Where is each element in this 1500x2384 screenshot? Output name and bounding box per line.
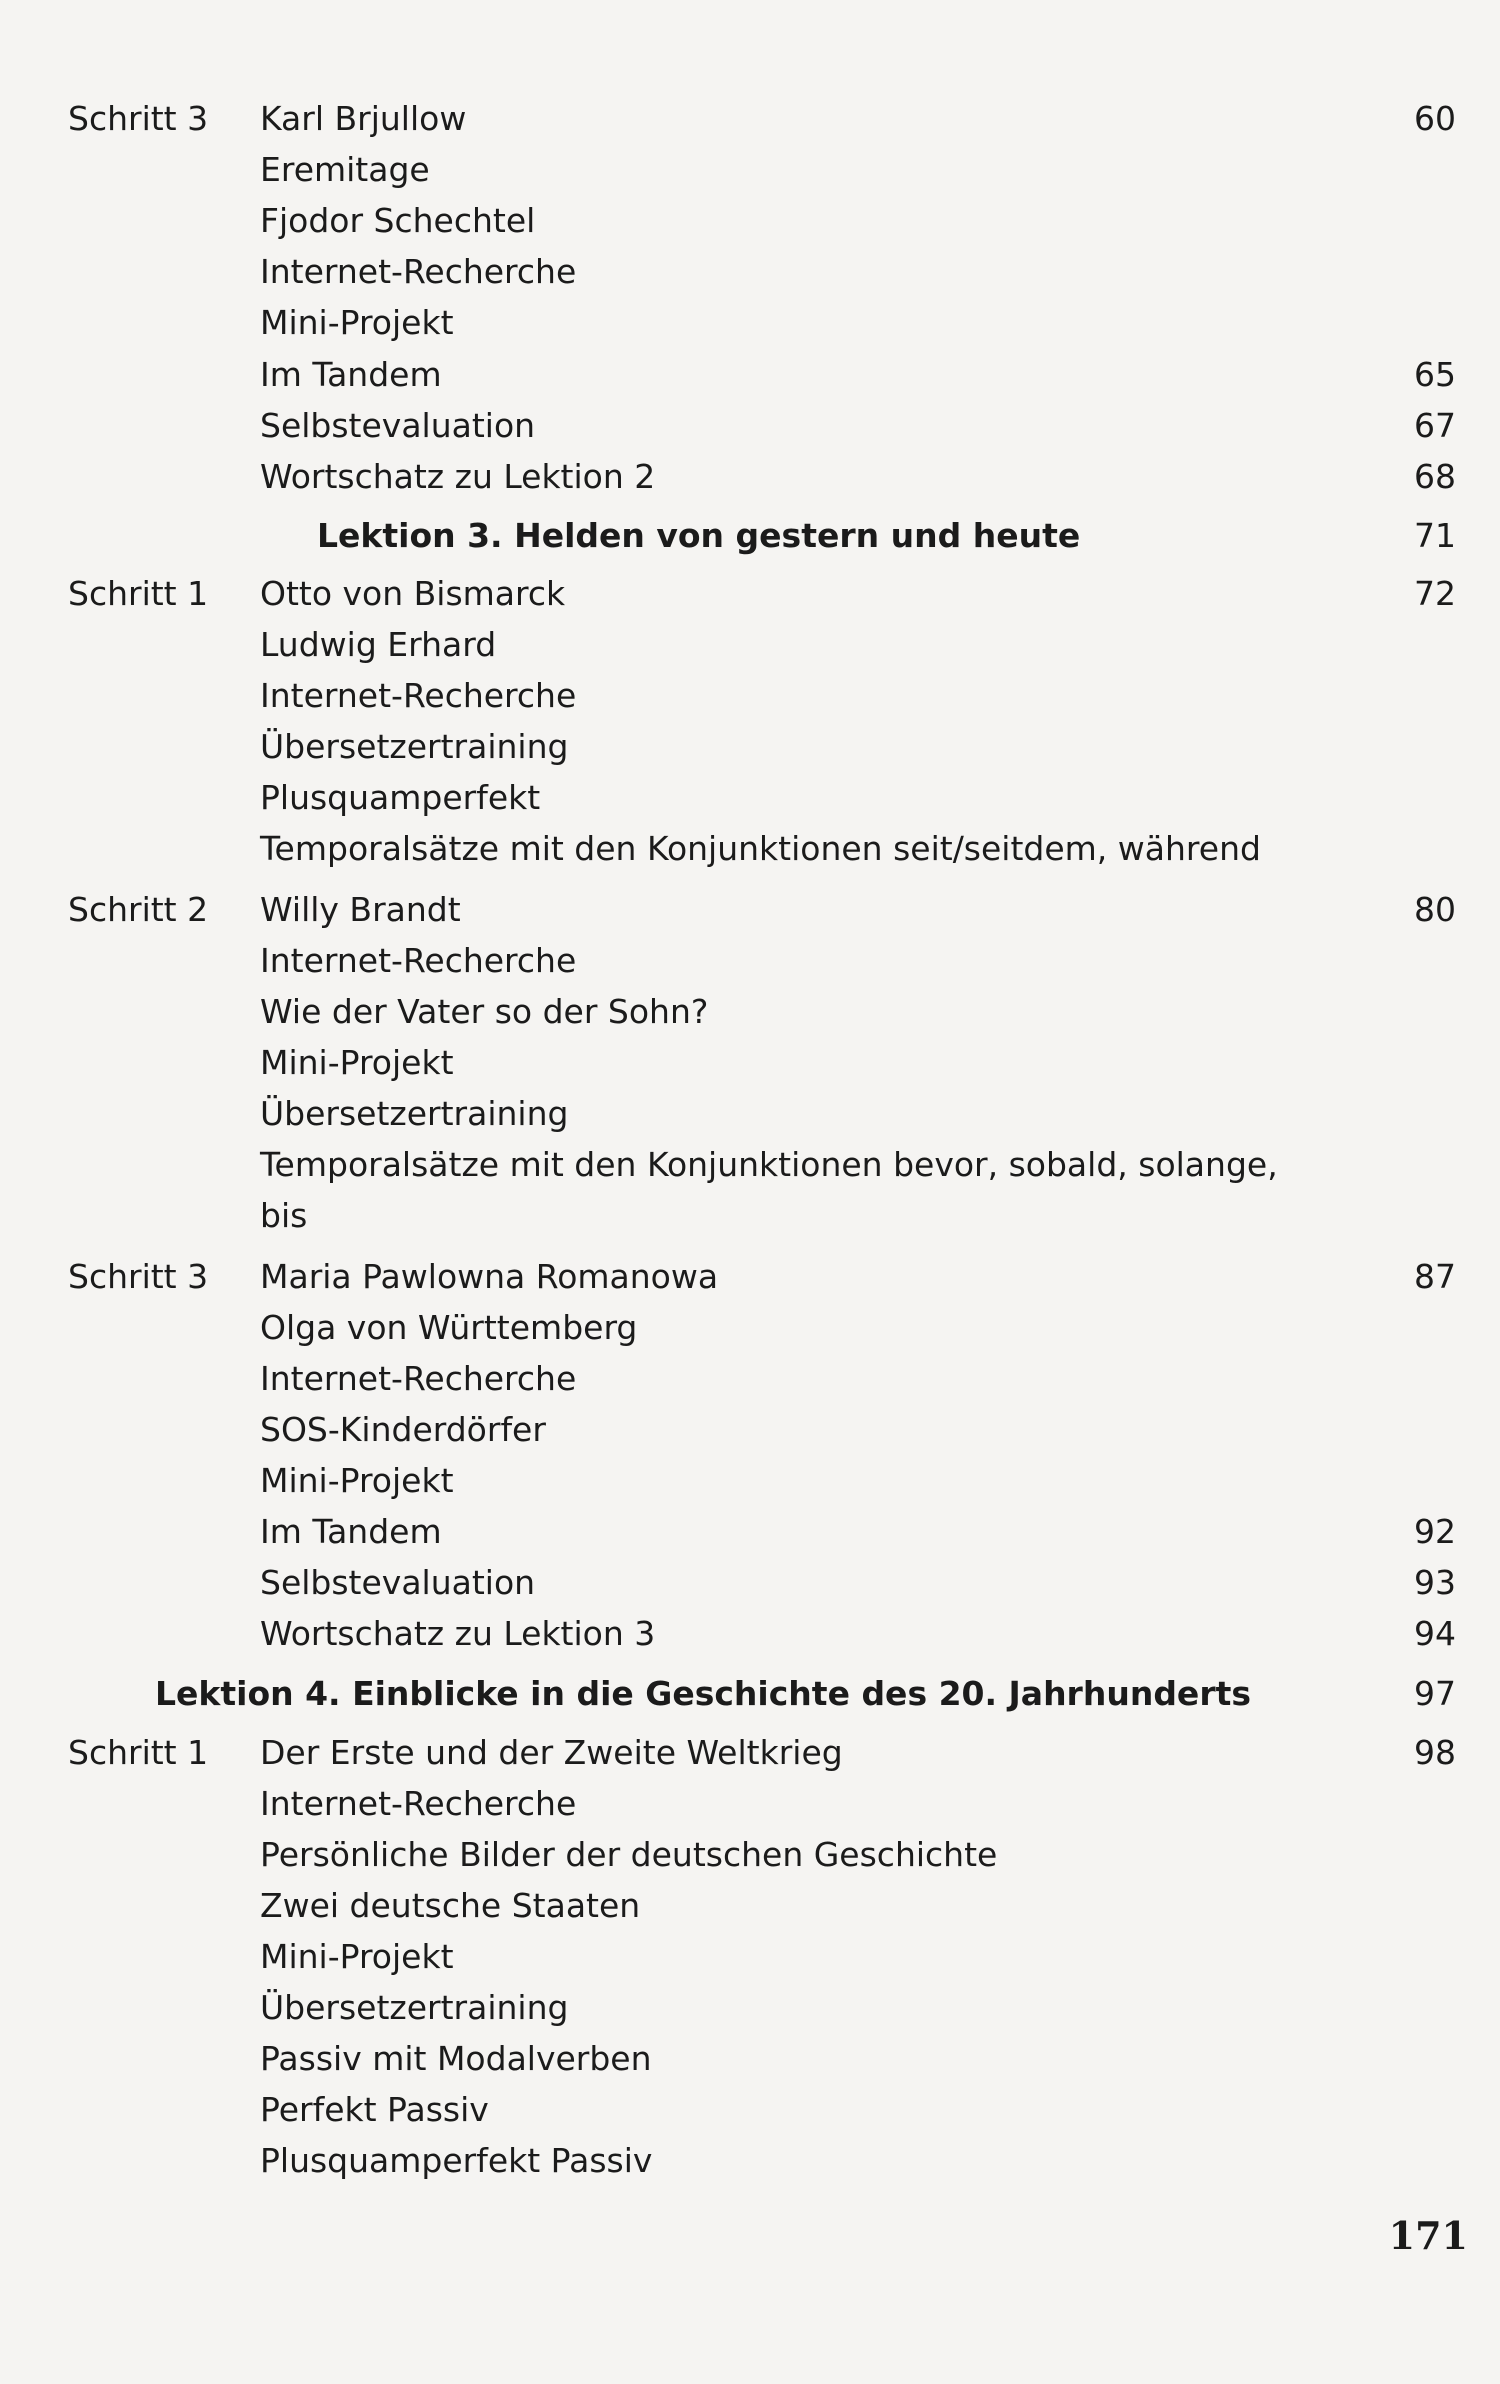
toc-row: [0, 2084, 1500, 2136]
toc-title: Plusquamperfekt: [260, 778, 541, 817]
toc-title: Willy Brandt: [260, 890, 461, 929]
toc-title: bis: [260, 1196, 308, 1235]
toc-row: [0, 568, 1500, 620]
toc-page-number: 67: [1414, 406, 1456, 445]
toc-page-number: 68: [1414, 457, 1456, 496]
toc-title: Persönliche Bilder der deutschen Geschichte: [260, 1835, 998, 1874]
toc-title: Selbstevaluation: [260, 1563, 536, 1602]
toc-title: Ludwig Erhard: [260, 625, 497, 664]
toc-page-number: 94: [1414, 1614, 1456, 1653]
toc-title: Übersetzertraining: [260, 1094, 569, 1133]
toc-title: Internet-Recherche: [260, 252, 577, 291]
toc-page-number: 71: [1414, 516, 1456, 555]
toc-row: [0, 2135, 1500, 2187]
toc-title: Mini-Projekt: [260, 1461, 454, 1500]
toc-row: [0, 349, 1500, 401]
toc-row: [0, 772, 1500, 824]
toc-title: Internet-Recherche: [260, 1359, 577, 1398]
toc-title: Übersetzertraining: [260, 1988, 569, 2027]
toc-row: [0, 721, 1500, 773]
toc-row: [0, 1088, 1500, 1140]
toc-row: [0, 1404, 1500, 1456]
toc-title: Maria Pawlowna Romanowa: [260, 1257, 719, 1296]
toc-page-number: 93: [1414, 1563, 1456, 1602]
toc-title: Mini-Projekt: [260, 1043, 454, 1082]
toc-row: [0, 297, 1500, 349]
toc-row: [0, 1455, 1500, 1507]
toc-row: [0, 619, 1500, 671]
toc-step: Schritt 3: [68, 1257, 209, 1296]
toc-title: Im Tandem: [260, 355, 442, 394]
toc-page-number: 97: [1414, 1674, 1456, 1713]
toc-row: [0, 884, 1500, 936]
toc-row: [0, 1557, 1500, 1609]
toc-title: Mini-Projekt: [260, 1937, 454, 1976]
toc-row: [0, 451, 1500, 503]
toc-page-number: 60: [1414, 99, 1456, 138]
toc-step: Schritt 1: [68, 574, 209, 613]
toc-row: [0, 144, 1500, 196]
toc-page-number: 80: [1414, 890, 1456, 929]
toc-row: [0, 670, 1500, 722]
toc-title: Im Tandem: [260, 1512, 442, 1551]
toc-row: [0, 195, 1500, 247]
toc-row: [0, 1139, 1500, 1191]
toc-row: [0, 1880, 1500, 1932]
toc-title: Passiv mit Modalverben: [260, 2039, 652, 2078]
toc-lesson-heading: [0, 1668, 1500, 1720]
toc-title: Eremitage: [260, 150, 430, 189]
toc-title: Zwei deutsche Staaten: [260, 1886, 641, 1925]
toc-row: [0, 1727, 1500, 1779]
toc-row: [0, 986, 1500, 1038]
toc-row: [0, 1608, 1500, 1660]
toc-title: Karl Brjullow: [260, 99, 467, 138]
toc-title: Olga von Württemberg: [260, 1308, 638, 1347]
toc-title: Otto von Bismarck: [260, 574, 566, 613]
toc-step: Schritt 2: [68, 890, 209, 929]
toc-title: Temporalsätze mit den Konjunktionen bevor, sobald, solange,: [260, 1145, 1278, 1184]
toc-row: [0, 1778, 1500, 1830]
toc-page-number: 72: [1414, 574, 1456, 613]
toc-row: [0, 1037, 1500, 1089]
toc-row: [0, 1190, 1500, 1242]
toc-title: Wortschatz zu Lektion 2: [260, 457, 656, 496]
page-number: 171: [1388, 2213, 1468, 2258]
toc-title: Fjodor Schechtel: [260, 201, 536, 240]
toc-title: Wortschatz zu Lektion 3: [260, 1614, 656, 1653]
toc-title: Temporalsätze mit den Konjunktionen seit/seitdem, während: [260, 829, 1261, 868]
toc-row: [0, 1353, 1500, 1405]
toc-row: [0, 93, 1500, 145]
toc-page-number: 92: [1414, 1512, 1456, 1551]
toc-row: [0, 400, 1500, 452]
toc-title: SOS-Kinderdörfer: [260, 1410, 546, 1449]
toc-title: Perfekt Passiv: [260, 2090, 489, 2129]
toc-row: [0, 823, 1500, 875]
toc-row: [0, 246, 1500, 298]
toc-title: Der Erste und der Zweite Weltkrieg: [260, 1733, 843, 1772]
toc-title: Plusquamperfekt Passiv: [260, 2141, 653, 2180]
toc-lesson-heading: [0, 510, 1500, 562]
toc-row: [0, 1506, 1500, 1558]
toc-page-number: 98: [1414, 1733, 1456, 1772]
toc-step: Schritt 3: [68, 99, 209, 138]
toc-row: [0, 1931, 1500, 1983]
toc-title: Lektion 3. Helden von gestern und heute: [317, 516, 1081, 555]
toc-step: Schritt 1: [68, 1733, 209, 1772]
toc-title: Internet-Recherche: [260, 676, 577, 715]
toc-title: Mini-Projekt: [260, 303, 454, 342]
toc-row: [0, 935, 1500, 987]
toc-row: [0, 1829, 1500, 1881]
toc-row: [0, 1251, 1500, 1303]
toc-row: [0, 1302, 1500, 1354]
toc-title: Internet-Recherche: [260, 941, 577, 980]
toc-page-number: 65: [1414, 355, 1456, 394]
toc-row: [0, 1982, 1500, 2034]
toc-title: Selbstevaluation: [260, 406, 536, 445]
toc-title: Wie der Vater so der Sohn?: [260, 992, 709, 1031]
toc-row: [0, 2033, 1500, 2085]
toc-page-number: 87: [1414, 1257, 1456, 1296]
toc-title: Internet-Recherche: [260, 1784, 577, 1823]
toc-title: Lektion 4. Einblicke in die Geschichte des 20. Jahrhunderts: [155, 1674, 1252, 1713]
toc-title: Übersetzertraining: [260, 727, 569, 766]
